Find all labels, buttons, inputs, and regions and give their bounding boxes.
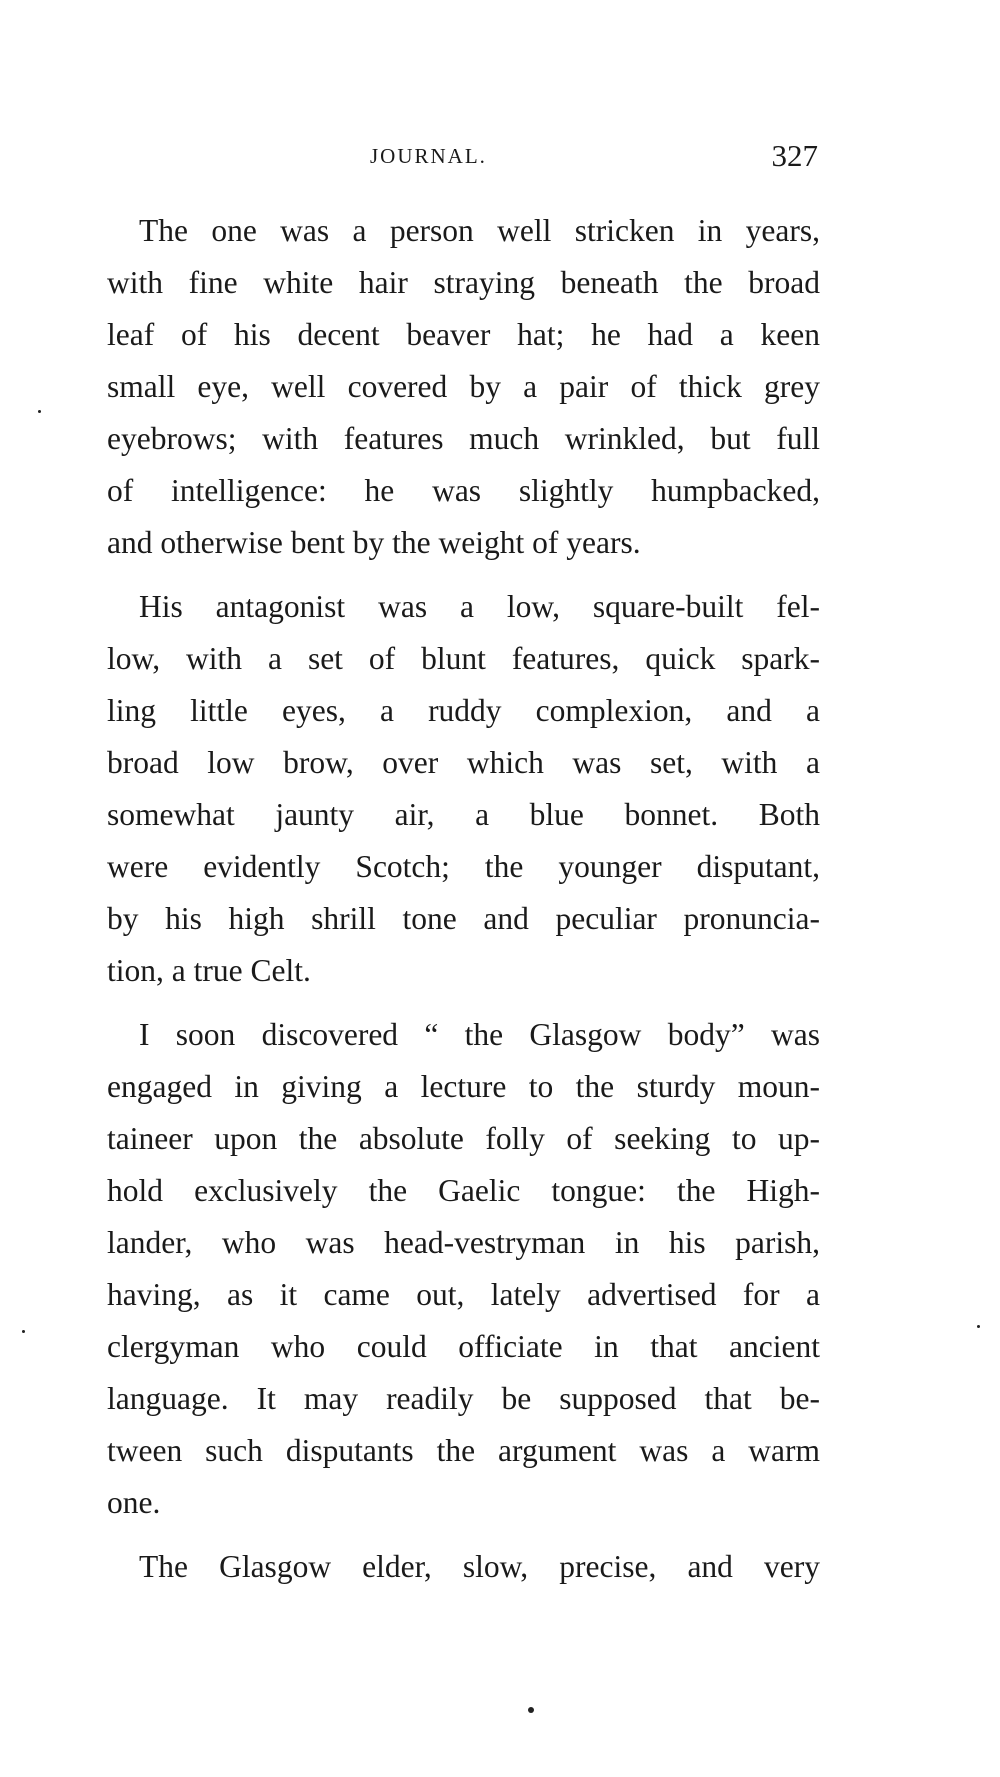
text-line: The Glasgow elder, slow, precise, and very [139, 1549, 820, 1584]
paragraph-1 [75, 205, 820, 569]
text-line: and otherwise bent by the weight of years. [107, 525, 641, 560]
text-line: taineer upon the absolute folly of seeking to up- [107, 1121, 820, 1156]
paper-speck [22, 1330, 25, 1333]
page-number: 327 [771, 138, 818, 173]
text-line: clergyman who could officiate in that ancient [107, 1329, 820, 1364]
running-head: JOURNAL. [370, 144, 487, 168]
paragraph-4 [75, 1541, 820, 1593]
text-line: leaf of his decent beaver hat; he had a keen [107, 317, 820, 352]
text-line: engaged in giving a lecture to the sturdy moun- [107, 1069, 820, 1104]
paragraph-2 [75, 581, 820, 997]
paper-speck [38, 410, 41, 413]
text-line: The one was a person well stricken in years, [139, 213, 820, 248]
text-line: by his high shrill tone and peculiar pronuncia- [107, 901, 820, 936]
text-line: ling little eyes, a ruddy complexion, and a [107, 693, 820, 728]
text-line: were evidently Scotch; the younger disputant, [107, 849, 820, 884]
body-text [75, 205, 820, 1597]
text-line: small eye, well covered by a pair of thick grey [107, 369, 820, 404]
paper-speck [977, 1325, 980, 1328]
text-line: tion, a true Celt. [107, 953, 311, 988]
text-line: one. [107, 1485, 161, 1520]
text-line: somewhat jaunty air, a blue bonnet. Both [107, 797, 820, 832]
text-line: having, as it came out, lately advertised for a [107, 1277, 820, 1312]
paper-speck [528, 1707, 534, 1713]
text-line: language. It may readily be supposed that be- [107, 1381, 820, 1416]
text-line: hold exclusively the Gaelic tongue: the High- [107, 1173, 820, 1208]
text-line: His antagonist was a low, square-built fel- [139, 589, 820, 624]
paragraph-3 [75, 1009, 820, 1529]
text-line: eyebrows; with features much wrinkled, but full [107, 421, 820, 456]
page-header [75, 140, 820, 180]
text-line: with fine white hair straying beneath the broad [107, 265, 820, 300]
text-line: tween such disputants the argument was a warm [107, 1433, 820, 1468]
text-line: low, with a set of blunt features, quick spark- [107, 641, 820, 676]
text-line: of intelligence: he was slightly humpbacked, [107, 473, 820, 508]
text-line: lander, who was head-vestryman in his parish, [107, 1225, 820, 1260]
text-line: I soon discovered “ the Glasgow body” was [139, 1017, 820, 1052]
text-line: broad low brow, over which was set, with a [107, 745, 820, 780]
